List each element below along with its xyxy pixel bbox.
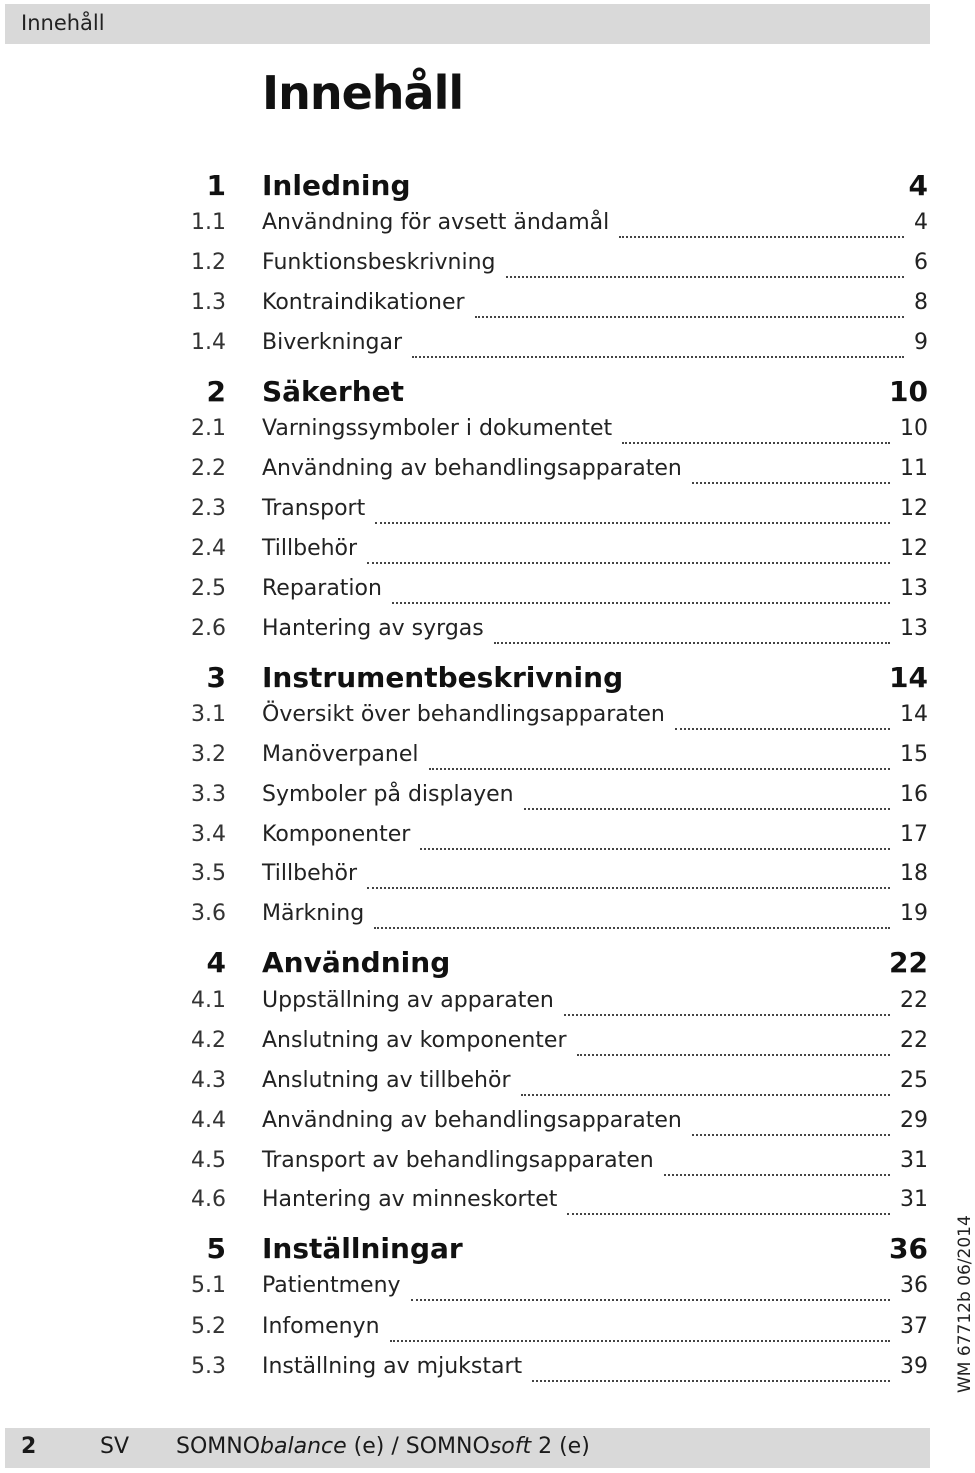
toc-title: Kontraindikationer: [262, 290, 465, 315]
toc-page-number: 17: [900, 822, 928, 847]
toc-dot-leader: [664, 1148, 890, 1176]
footer-page-number: 2: [21, 1434, 37, 1459]
toc-dot-leader: [367, 536, 890, 564]
toc-title: Hantering av minneskortet: [262, 1187, 558, 1212]
toc-dot-leader: [567, 1187, 890, 1215]
toc-dot-leader: [375, 496, 890, 524]
page-title: Innehåll: [262, 66, 464, 120]
toc-chapter-row[interactable]: [0, 946, 960, 982]
toc-section-row[interactable]: [0, 861, 960, 897]
toc-title: Tillbehör: [262, 536, 358, 561]
document-code: WM 67712b 06/2014: [955, 1215, 975, 1393]
toc-number: 2.6: [191, 616, 226, 641]
toc-title: Användning av behandlingsapparaten: [262, 1108, 682, 1133]
toc-title: Transport: [262, 496, 366, 521]
toc-section-row[interactable]: [0, 576, 960, 612]
toc-dot-leader: [374, 901, 890, 929]
toc-page-number: 37: [900, 1314, 928, 1339]
header-bar: [5, 4, 930, 44]
toc-number: 2.1: [191, 416, 226, 441]
toc-number: 5: [206, 1232, 226, 1265]
toc-section-row[interactable]: [0, 1354, 960, 1390]
toc-page-number: 39: [900, 1354, 928, 1379]
toc-section-row[interactable]: [0, 1314, 960, 1350]
toc-chapter-row[interactable]: [0, 661, 960, 697]
toc-section-row[interactable]: [0, 416, 960, 452]
toc-section-row[interactable]: [0, 1108, 960, 1144]
toc-title: Transport av behandlingsapparaten: [262, 1148, 654, 1173]
toc-title: Manöverpanel: [262, 742, 419, 767]
toc-dot-leader: [619, 210, 904, 238]
toc-dot-leader: [420, 822, 890, 850]
toc-number: 5.2: [191, 1314, 226, 1339]
toc-section-row[interactable]: [0, 702, 960, 738]
toc-dot-leader: [411, 1273, 890, 1301]
toc-title: Funktionsbeskrivning: [262, 250, 496, 275]
toc-chapter-row[interactable]: [0, 169, 960, 205]
toc-title: Biverkningar: [262, 330, 403, 355]
toc-number: 4.1: [191, 988, 226, 1013]
toc-page-number: 9: [914, 330, 928, 355]
toc-page-number: 12: [900, 536, 928, 561]
toc-section-row[interactable]: [0, 782, 960, 818]
toc-title: Varningssymboler i dokumentet: [262, 416, 613, 441]
toc-title: Komponenter: [262, 822, 411, 847]
toc-page-number: 22: [900, 988, 928, 1013]
toc-number: 1.4: [191, 330, 226, 355]
toc-section-row[interactable]: [0, 250, 960, 286]
toc-section-row[interactable]: [0, 616, 960, 652]
toc-section-row[interactable]: [0, 290, 960, 326]
toc-page-number: 10: [900, 416, 928, 441]
toc-number: 3.3: [191, 782, 226, 807]
toc-page-number: 6: [914, 250, 928, 275]
toc-page-number: 4: [914, 210, 928, 235]
toc-section-row[interactable]: [0, 1273, 960, 1309]
toc-dot-leader: [692, 1108, 890, 1136]
toc-number: 1.3: [191, 290, 226, 315]
toc-page-number: 19: [900, 901, 928, 926]
toc-number: 2.5: [191, 576, 226, 601]
toc-page-number: 18: [900, 861, 928, 886]
toc-dot-leader: [367, 861, 890, 889]
toc-title: Inledning: [262, 169, 411, 202]
toc-page-number: 25: [900, 1068, 928, 1093]
toc-number: 1.1: [191, 210, 226, 235]
toc-dot-leader: [521, 1068, 891, 1096]
toc-dot-leader: [392, 576, 890, 604]
toc-title: Säkerhet: [262, 375, 405, 408]
toc-section-row[interactable]: [0, 1028, 960, 1064]
toc-page-number: 16: [900, 782, 928, 807]
toc-page-number: 22: [889, 946, 928, 979]
toc-page-number: 8: [914, 290, 928, 315]
toc-section-row[interactable]: [0, 456, 960, 492]
toc-chapter-row[interactable]: [0, 1232, 960, 1268]
toc-dot-leader: [577, 1028, 891, 1056]
toc-section-row[interactable]: [0, 1187, 960, 1223]
toc-dot-leader: [494, 616, 890, 644]
toc-section-row[interactable]: [0, 210, 960, 246]
toc-page-number: 10: [889, 375, 928, 408]
toc-number: 4.5: [191, 1148, 226, 1173]
toc-title: Översikt över behandlingsapparaten: [262, 702, 665, 727]
toc-page-number: 29: [900, 1108, 928, 1133]
toc-dot-leader: [692, 456, 890, 484]
toc-number: 3.4: [191, 822, 226, 847]
toc-title: Användning av behandlingsapparaten: [262, 456, 682, 481]
toc-section-row[interactable]: [0, 1068, 960, 1104]
toc-section-row[interactable]: [0, 330, 960, 366]
toc-dot-leader: [412, 330, 904, 358]
toc-number: 3.5: [191, 861, 226, 886]
toc-dot-leader: [532, 1354, 890, 1382]
toc-title: Inställning av mjukstart: [262, 1354, 523, 1379]
toc-number: 5.3: [191, 1354, 226, 1379]
toc-number: 4: [206, 946, 226, 979]
header-label: Innehåll: [21, 11, 105, 35]
toc-title: Instrumentbeskrivning: [262, 661, 624, 694]
toc-title: Användning för avsett ändamål: [262, 210, 610, 235]
toc-page-number: 36: [889, 1232, 928, 1265]
toc-number: 2.4: [191, 536, 226, 561]
toc-dot-leader: [675, 702, 890, 730]
toc-section-row[interactable]: [0, 496, 960, 532]
toc-title: Reparation: [262, 576, 382, 601]
toc-number: 1.2: [191, 250, 226, 275]
toc-page-number: 4: [908, 169, 928, 202]
toc-title: Infomenyn: [262, 1314, 380, 1339]
toc-chapter-row[interactable]: [0, 375, 960, 411]
footer-language: SV: [100, 1434, 130, 1459]
toc-page-number: 31: [900, 1148, 928, 1173]
toc-page-number: 11: [900, 456, 928, 481]
toc-dot-leader: [622, 416, 890, 444]
toc-number: 4.4: [191, 1108, 226, 1133]
toc-number: 4.3: [191, 1068, 226, 1093]
toc-page-number: 14: [889, 661, 928, 694]
toc-title: Märkning: [262, 901, 365, 926]
toc-section-row[interactable]: [0, 1148, 960, 1184]
toc-number: 2.2: [191, 456, 226, 481]
toc-number: 4.2: [191, 1028, 226, 1053]
toc-number: 4.6: [191, 1187, 226, 1212]
toc-page-number: 31: [900, 1187, 928, 1212]
toc-title: Inställningar: [262, 1232, 463, 1265]
toc-section-row[interactable]: [0, 901, 960, 937]
toc-title: Symboler på displayen: [262, 782, 514, 807]
toc-title: Uppställning av apparaten: [262, 988, 554, 1013]
toc-page-number: 13: [900, 616, 928, 641]
toc-number: 2.3: [191, 496, 226, 521]
toc-page-number: 36: [900, 1273, 928, 1298]
toc-dot-leader: [506, 250, 904, 278]
toc-page-number: 13: [900, 576, 928, 601]
toc-title: Anslutning av tillbehör: [262, 1068, 511, 1093]
toc-number: 3: [206, 661, 226, 694]
toc-dot-leader: [390, 1314, 890, 1342]
toc-number: 5.1: [191, 1273, 226, 1298]
toc-title: Hantering av syrgas: [262, 616, 484, 641]
toc-dot-leader: [429, 742, 890, 770]
toc-number: 1: [206, 169, 226, 202]
toc-dot-leader: [524, 782, 890, 810]
toc-number: 3.2: [191, 742, 226, 767]
toc-section-row[interactable]: [0, 742, 960, 778]
toc-page-number: 12: [900, 496, 928, 521]
toc-title: Anslutning av komponenter: [262, 1028, 567, 1053]
toc-number: 3.6: [191, 901, 226, 926]
toc-section-row[interactable]: [0, 988, 960, 1024]
toc-title: Patientmeny: [262, 1273, 401, 1298]
footer-product-name: SOMNObalance (e) / SOMNOsoft 2 (e): [176, 1434, 590, 1459]
toc-dot-leader: [475, 290, 904, 318]
toc-page-number: 22: [900, 1028, 928, 1053]
toc-number: 3.1: [191, 702, 226, 727]
toc-page-number: 15: [900, 742, 928, 767]
footer-bar: [5, 1428, 930, 1468]
toc-title: Användning: [262, 946, 451, 979]
toc-title: Tillbehör: [262, 861, 358, 886]
toc-number: 2: [206, 375, 226, 408]
toc-section-row[interactable]: [0, 536, 960, 572]
toc-dot-leader: [564, 988, 890, 1016]
toc-page-number: 14: [900, 702, 928, 727]
toc-section-row[interactable]: [0, 822, 960, 858]
